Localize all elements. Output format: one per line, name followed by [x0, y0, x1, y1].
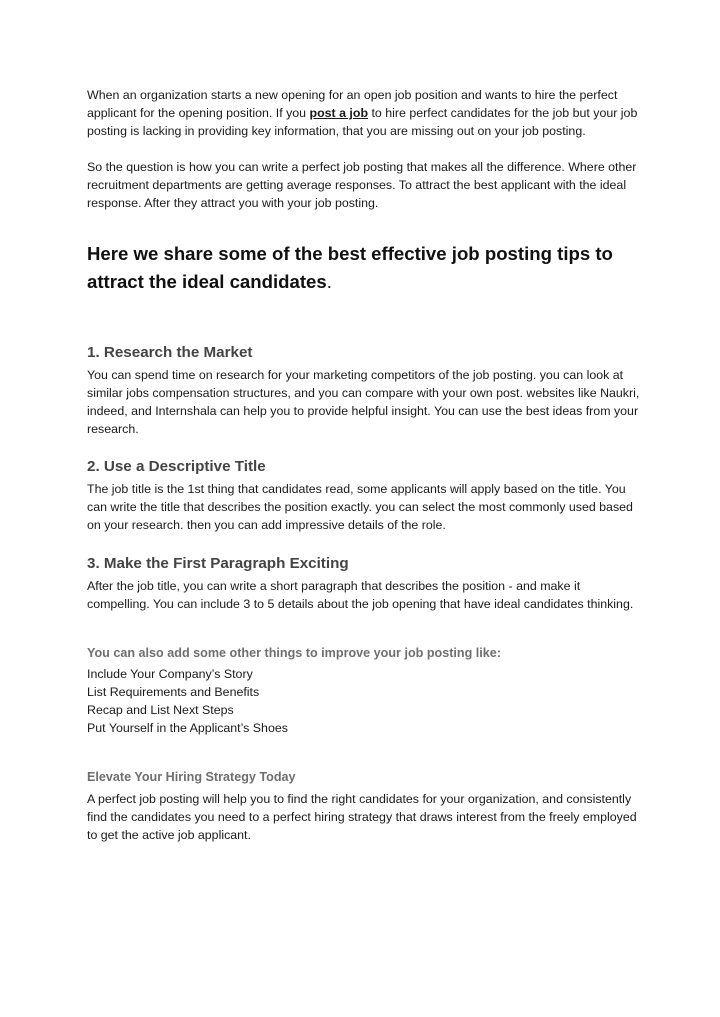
extras-heading: You can also add some other things to improve your job posting like:	[87, 646, 502, 660]
elevate-section	[87, 768, 640, 844]
extras-section	[87, 644, 640, 737]
list-item: Recap and List Next Steps	[87, 703, 234, 717]
section-body: After the job title, you can write a short paragraph that describes the position - and make it compelling. You can include 3 to 5 details about the job opening that have ideal candidates thinking.	[87, 579, 634, 611]
intro	[87, 86, 640, 212]
section-title: 3. Make the First Paragraph Exciting	[87, 555, 349, 572]
elevate-body: A perfect job posting will help you to find the right candidates for your organization, and consistently find the candidates you need to a perfect hiring strategy that draws interest from the freely employed to get the active job applicant.	[87, 792, 637, 842]
list-item: Put Yourself in the Applicant’s Shoes	[87, 721, 288, 735]
section-body: The job title is the 1st thing that candidates read, some applicants will apply based on the title. You can write the title that describes the position exactly. you can select the most commonly used based on your research. then you can add impressive details of the role.	[87, 482, 633, 532]
section-research-market	[87, 343, 640, 438]
intro-paragraph-1	[87, 86, 640, 140]
intro-paragraph-2: So the question is how you can write a perfect job posting that makes all the difference. Where other recruitment departments are getting average responses. To attract the best applicant with the ideal response. After they attract you with your job posting.	[87, 160, 637, 210]
post-a-job-link[interactable]: post a job	[309, 106, 369, 120]
main-heading	[87, 240, 640, 296]
main-heading-period: .	[326, 271, 332, 292]
list-item: Include Your Company’s Story	[87, 667, 253, 681]
list-item: List Requirements and Benefits	[87, 685, 260, 699]
section-first-paragraph	[87, 554, 640, 613]
section-descriptive-title	[87, 457, 640, 534]
main-heading-text: Here we share some of the best effective job posting tips to attract the ideal candidates	[87, 243, 613, 292]
section-title: 2. Use a Descriptive Title	[87, 458, 266, 475]
section-title: 1. Research the Market	[87, 344, 253, 361]
elevate-heading: Elevate Your Hiring Strategy Today	[87, 770, 296, 784]
section-body: You can spend time on research for your marketing competitors of the job posting. you can look at similar jobs compensation structures, and you can compare with your own post. websites like Naukri, indeed, and Internshala can help you to provide helpful insight. You can use the best ideas from your research.	[87, 368, 640, 436]
intro-text-after-link: to hire perfect candidates for the job but your job posting is lacking in providing key information, that you are missing out on your job posting.	[87, 106, 638, 138]
intro-text-before-link: When an organization starts a new opening for an open job position and wants to hire the perfect applicant for the opening position. If you	[87, 88, 618, 120]
extras-list	[87, 665, 640, 737]
